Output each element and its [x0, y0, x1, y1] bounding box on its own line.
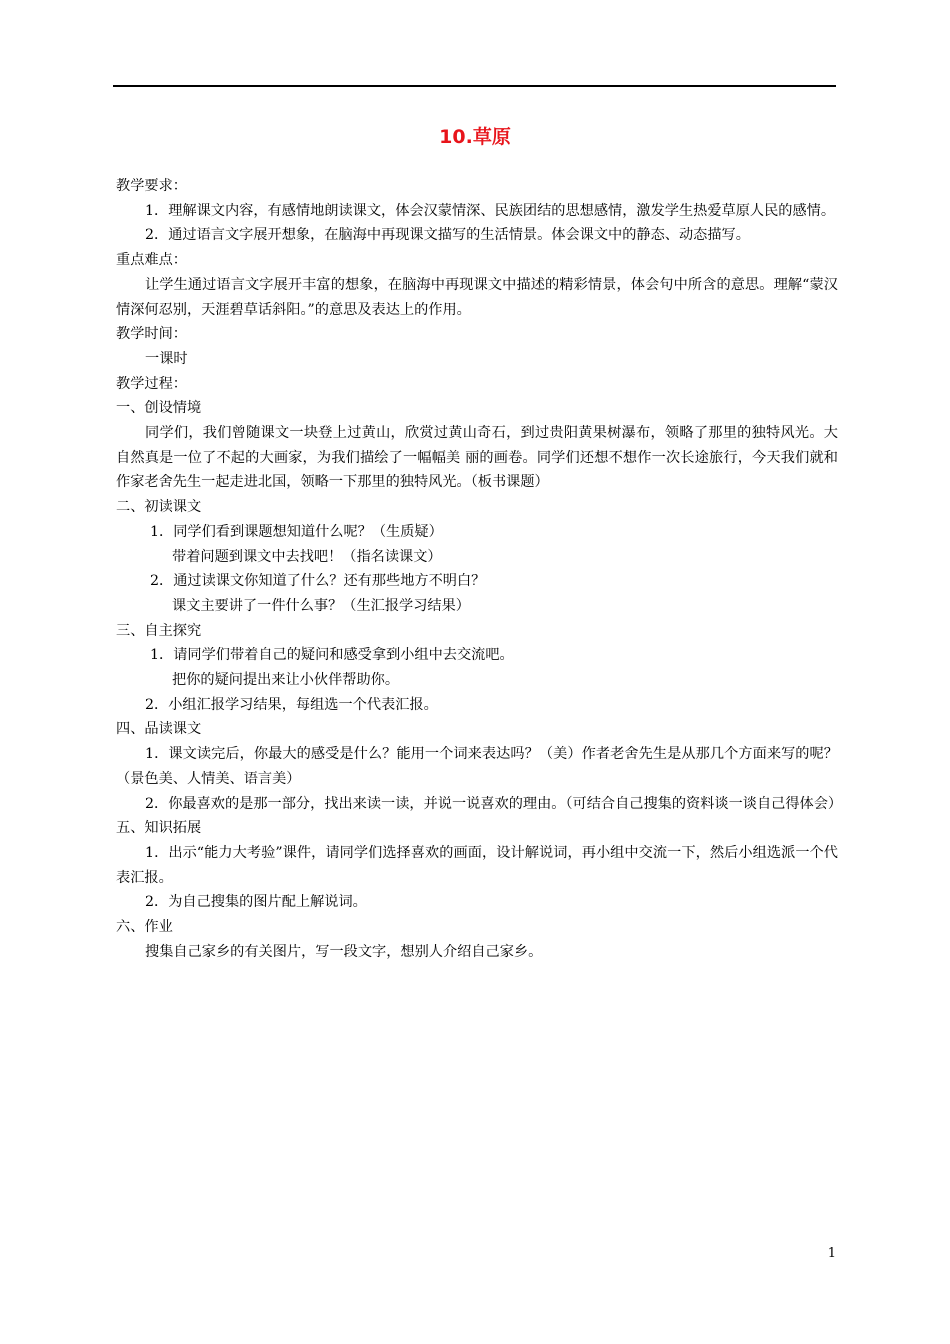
- document-title: 10.草原: [439, 126, 511, 148]
- page-number: 1: [827, 1246, 836, 1261]
- section-2-item-1-sub: 带着问题到课文中去找吧！（指名读课文）: [172, 548, 442, 565]
- heading-teaching-requirements: 教学要求：: [116, 178, 187, 194]
- teaching-time-text: 一课时: [145, 350, 188, 367]
- document-body: [116, 174, 843, 965]
- section-1-text: 同学们，我们曾随课文一块登上过黄山，欣赏过黄山奇石，到过贵阳黄果树瀑布，领略了那里的独特风光。大自然真是一位了不起的大画家，为我们描绘了一幅幅美 丽的画卷。同学们还想不想作一次长途旅行，今天我们就和作家老舍先生一起走进北国，领略一下那里的独特风光。（板书课题）: [116, 425, 838, 491]
- section-5-item-1: 1．出示“能力大考验”课件，请同学们选择喜欢的画面，设计解说词，再小组中交流一下，然后小组选派一个代表汇报。: [116, 844, 838, 886]
- section-3-item-2: 2．小组汇报学习结果，每组选一个代表汇报。: [145, 696, 438, 713]
- section-1-heading: 一、创设情境: [116, 400, 202, 417]
- requirement-2: 2．通过语言文字展开想象，在脑海中再现课文描写的生活情景。体会课文中的静态、动态描写。: [145, 227, 750, 244]
- section-2-item-2-sub: 课文主要讲了一件什么事？（生汇报学习结果）: [172, 597, 470, 614]
- heading-teaching-process: 教学过程：: [116, 375, 187, 392]
- requirement-1: 1．理解课文内容，有感情地朗读课文，体会汉蒙情深、民族团结的思想感情，激发学生热爱草原人民的感情。: [145, 202, 836, 219]
- heading-teaching-time: 教学时间：: [116, 326, 187, 343]
- section-2-heading: 二、初读课文: [116, 499, 202, 516]
- section-3-item-1: 1．请同学们带着自己的疑问和感受拿到小组中去交流吧。: [150, 647, 514, 664]
- section-5-heading: 五、知识拓展: [116, 820, 202, 837]
- section-3-item-1-sub: 把你的疑问提出来让小伙伴帮助你。: [172, 672, 400, 689]
- section-4-item-1: 1．课文读完后，你最大的感受是什么？能用一个词来表达吗？（美）作者老舍先生是从那几个方面来写的呢？（景色美、人情美、语言美）: [116, 746, 838, 787]
- key-points-text: 让学生通过语言文字展开丰富的想象，在脑海中再现课文中描述的精彩情景，体会句中所含的意思。理解“蒙汉情深何忍别，天涯碧草话斜阳。”的意思及表达上的作用。: [116, 276, 838, 318]
- header-rule: [113, 85, 836, 87]
- section-2-item-1: 1．同学们看到课题想知道什么呢？（生质疑）: [150, 523, 443, 540]
- section-6-text: 搜集自己家乡的有关图片，写一段文字，想别人介绍自己家乡。: [145, 943, 543, 960]
- section-3-heading: 三、自主探究: [116, 622, 202, 639]
- section-2-item-2: 2．通过读课文你知道了什么？还有那些地方不明白？: [150, 573, 486, 590]
- section-6-heading: 六、作业: [116, 919, 173, 936]
- section-4-heading: 四、品读课文: [116, 721, 202, 738]
- section-4-item-2: 2．你最喜欢的是那一部分，找出来读一读，并说一说喜欢的理由。（可结合自己搜集的资料谈一谈自己得体会）: [145, 795, 843, 812]
- heading-key-points: 重点难点：: [116, 252, 187, 269]
- section-5-item-2: 2．为自己搜集的图片配上解说词。: [145, 894, 367, 911]
